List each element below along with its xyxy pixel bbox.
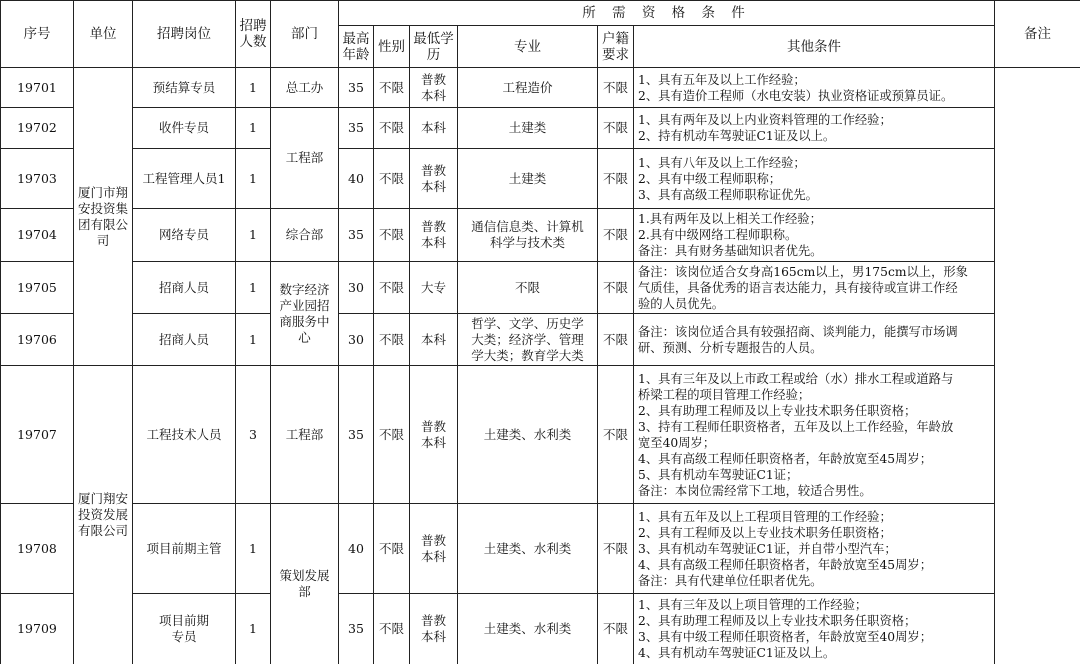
- row-hukou: 不限: [598, 366, 634, 504]
- row-major: 工程造价: [458, 68, 598, 108]
- table-row: [1, 504, 1080, 594]
- row-hukou: 不限: [598, 262, 634, 314]
- remark-cell: [995, 68, 1080, 664]
- row-seq: 19709: [1, 594, 74, 664]
- dept-cell: 总工办: [271, 68, 339, 108]
- row-headcount: 1: [236, 314, 271, 366]
- row-other-conditions: [634, 149, 995, 209]
- row-major: 不限: [458, 262, 598, 314]
- unit-cell: 厦门翔安 投资发展 有限公司: [74, 366, 133, 664]
- row-gender: 不限: [374, 504, 410, 594]
- row-major: 土建类: [458, 149, 598, 209]
- row-major: 土建类: [458, 108, 598, 149]
- row-max-age: 35: [339, 108, 374, 149]
- row-other-conditions: [634, 68, 995, 108]
- row-gender: 不限: [374, 314, 410, 366]
- row-min-edu: 普教 本科: [410, 68, 458, 108]
- row-min-edu: 普教 本科: [410, 366, 458, 504]
- row-gender: 不限: [374, 594, 410, 664]
- table-row: [1, 262, 1080, 314]
- row-position: 招商人员: [133, 314, 236, 366]
- row-hukou: 不限: [598, 149, 634, 209]
- row-major: 哲学、文学、历史学 大类；经济学、管理 学大类；教育学大类: [458, 314, 598, 366]
- table-row: [1, 68, 1080, 108]
- unit-cell: 厦门市翔 安投资集 团有限公 司: [74, 68, 133, 366]
- row-min-edu: 大专: [410, 262, 458, 314]
- row-gender: 不限: [374, 108, 410, 149]
- header-headcount: 招聘 人数: [236, 1, 271, 68]
- row-major: 土建类、水利类: [458, 594, 598, 664]
- row-gender: 不限: [374, 149, 410, 209]
- row-hukou: 不限: [598, 108, 634, 149]
- row-position: 预结算专员: [133, 68, 236, 108]
- row-headcount: 1: [236, 209, 271, 262]
- condition-line: 2、具有造价工程师（水电安装）执业资格证或预算员证。: [638, 88, 954, 103]
- condition-line: 1、具有两年及以上内业资料管理的工作经验；: [638, 113, 892, 127]
- row-seq: 19701: [1, 68, 74, 108]
- row-max-age: 40: [339, 149, 374, 209]
- row-other-conditions: [634, 504, 995, 594]
- row-min-edu: 普教 本科: [410, 504, 458, 594]
- row-min-edu: 普教 本科: [410, 149, 458, 209]
- dept-cell: 数字经济 产业园招 商服务中 心: [271, 262, 339, 366]
- condition-line: 2、具有助理工程师及以上专业技术职务任职资格；: [638, 614, 917, 628]
- row-min-edu: 本科: [410, 108, 458, 149]
- row-hukou: 不限: [598, 68, 634, 108]
- condition-line: 备注：该岗位适合具有较强招商、谈判能力，能撰写市场调: [638, 324, 958, 339]
- condition-line: 4、具有机动车驾驶证C1证及以上。: [638, 646, 836, 660]
- row-headcount: 1: [236, 108, 271, 149]
- condition-line: 3、具有高级工程师职称证优先。: [638, 187, 818, 202]
- row-gender: 不限: [374, 262, 410, 314]
- row-major: 土建类、水利类: [458, 366, 598, 504]
- header-row-1: [1, 1, 1080, 26]
- row-min-edu: 本科: [410, 314, 458, 366]
- condition-line: 2、具有助理工程师及以上专业技术职务任职资格；: [638, 403, 917, 418]
- row-hukou: 不限: [598, 314, 634, 366]
- row-position: 项目前期主管: [133, 504, 236, 594]
- header-remark: 备注: [995, 1, 1080, 68]
- row-other-conditions: [634, 209, 995, 262]
- row-hukou: 不限: [598, 504, 634, 594]
- row-max-age: 35: [339, 366, 374, 504]
- row-other-conditions: [634, 366, 995, 504]
- row-seq: 19707: [1, 366, 74, 504]
- row-position: 工程管理人员1: [133, 149, 236, 209]
- condition-line: 3、持有工程师任职资格者，五年及以上工作经验，年龄放: [638, 419, 954, 434]
- condition-line: 备注：本岗位需经常下工地，较适合男性。: [638, 483, 872, 498]
- header-other: 其他条件: [634, 26, 995, 68]
- row-other-conditions: [634, 108, 995, 149]
- row-headcount: 1: [236, 594, 271, 664]
- row-headcount: 3: [236, 366, 271, 504]
- dept-cell: 策划发展 部: [271, 504, 339, 664]
- header-max-age: 最高 年龄: [339, 26, 374, 68]
- condition-line: 2、具有中级工程师职称；: [638, 171, 782, 186]
- row-seq: 19703: [1, 149, 74, 209]
- row-max-age: 35: [339, 594, 374, 664]
- condition-line: 气质佳，具备优秀的语言表达能力，具有接待或宣讲工作经: [638, 280, 958, 295]
- table-body: [1, 68, 1080, 664]
- row-max-age: 35: [339, 209, 374, 262]
- table-row: [1, 366, 1080, 504]
- condition-line: 备注：具有代建单位任职者优先。: [638, 573, 823, 588]
- row-headcount: 1: [236, 262, 271, 314]
- condition-line: 4、具有高级工程师任职资格者，年龄放宽至45周岁；: [638, 557, 933, 572]
- table-row: [1, 314, 1080, 366]
- row-gender: 不限: [374, 68, 410, 108]
- row-hukou: 不限: [598, 209, 634, 262]
- header-min-edu: 最低学 历: [410, 26, 458, 68]
- row-max-age: 40: [339, 504, 374, 594]
- row-max-age: 30: [339, 262, 374, 314]
- condition-line: 备注：该岗位适合女身高165cm以上，男175cm以上，形象: [638, 264, 968, 279]
- row-major: 通信信息类、计算机 科学与技术类: [458, 209, 598, 262]
- condition-line: 宽至40周岁；: [638, 435, 716, 450]
- header-position: 招聘岗位: [133, 1, 236, 68]
- header-requirements-group: 所 需 资 格 条 件: [339, 1, 995, 26]
- row-major: 土建类、水利类: [458, 504, 598, 594]
- row-max-age: 30: [339, 314, 374, 366]
- row-gender: 不限: [374, 209, 410, 262]
- dept-cell: 工程部: [271, 108, 339, 209]
- condition-line: 桥梁工程的项目管理工作经验；: [638, 387, 811, 402]
- row-position: 收件专员: [133, 108, 236, 149]
- condition-line: 3、具有机动车驾驶证C1证，并自带小型汽车；: [638, 541, 897, 556]
- row-other-conditions: [634, 314, 995, 366]
- condition-line: 2.具有中级网络工程师职称。: [638, 228, 798, 242]
- row-seq: 19705: [1, 262, 74, 314]
- condition-line: 2、持有机动车驾驶证C1证及以上。: [638, 129, 836, 143]
- condition-line: 1、具有八年及以上工作经验；: [638, 155, 806, 170]
- row-min-edu: 普教 本科: [410, 209, 458, 262]
- row-hukou: 不限: [598, 594, 634, 664]
- table-row: [1, 209, 1080, 262]
- row-other-conditions: [634, 262, 995, 314]
- table-row: [1, 149, 1080, 209]
- row-min-edu: 普教 本科: [410, 594, 458, 664]
- row-headcount: 1: [236, 504, 271, 594]
- row-seq: 19704: [1, 209, 74, 262]
- condition-line: 2、具有工程师及以上专业技术职务任职资格；: [638, 525, 892, 540]
- header-seq: 序号: [1, 1, 74, 68]
- row-other-conditions: [634, 594, 995, 664]
- condition-line: 1、具有五年及以上工作经验；: [638, 72, 806, 87]
- table-row: [1, 108, 1080, 149]
- condition-line: 备注：具有财务基础知识者优先。: [638, 244, 823, 258]
- condition-line: 1.具有两年及以上相关工作经验；: [638, 212, 822, 226]
- condition-line: 4、具有高级工程师任职资格者，年龄放宽至45周岁；: [638, 451, 933, 466]
- condition-line: 验的人员优先。: [638, 296, 725, 311]
- header-hukou: 户籍 要求: [598, 26, 634, 68]
- row-max-age: 35: [339, 68, 374, 108]
- header-unit: 单位: [74, 1, 133, 68]
- row-position: 招商人员: [133, 262, 236, 314]
- header-major: 专业: [458, 26, 598, 68]
- row-seq: 19706: [1, 314, 74, 366]
- row-gender: 不限: [374, 366, 410, 504]
- row-headcount: 1: [236, 149, 271, 209]
- condition-line: 研、预测、分析专题报告的人员。: [638, 340, 823, 355]
- dept-cell: 综合部: [271, 209, 339, 262]
- dept-cell: 工程部: [271, 366, 339, 504]
- condition-line: 5、具有机动车驾驶证C1证；: [638, 467, 799, 482]
- row-headcount: 1: [236, 68, 271, 108]
- row-position: 工程技术人员: [133, 366, 236, 504]
- row-seq: 19702: [1, 108, 74, 149]
- header-dept: 部门: [271, 1, 339, 68]
- condition-line: 1、具有三年及以上市政工程或给（水）排水工程或道路与: [638, 371, 954, 386]
- header-gender: 性别: [374, 26, 410, 68]
- condition-line: 1、具有三年及以上项目管理的工作经验；: [638, 598, 868, 612]
- row-position: 项目前期 专员: [133, 594, 236, 664]
- row-seq: 19708: [1, 504, 74, 594]
- row-position: 网络专员: [133, 209, 236, 262]
- table-row: [1, 594, 1080, 664]
- condition-line: 1、具有五年及以上工程项目管理的工作经验；: [638, 509, 892, 524]
- condition-line: 3、具有中级工程师任职资格者，年龄放宽至40周岁；: [638, 630, 933, 644]
